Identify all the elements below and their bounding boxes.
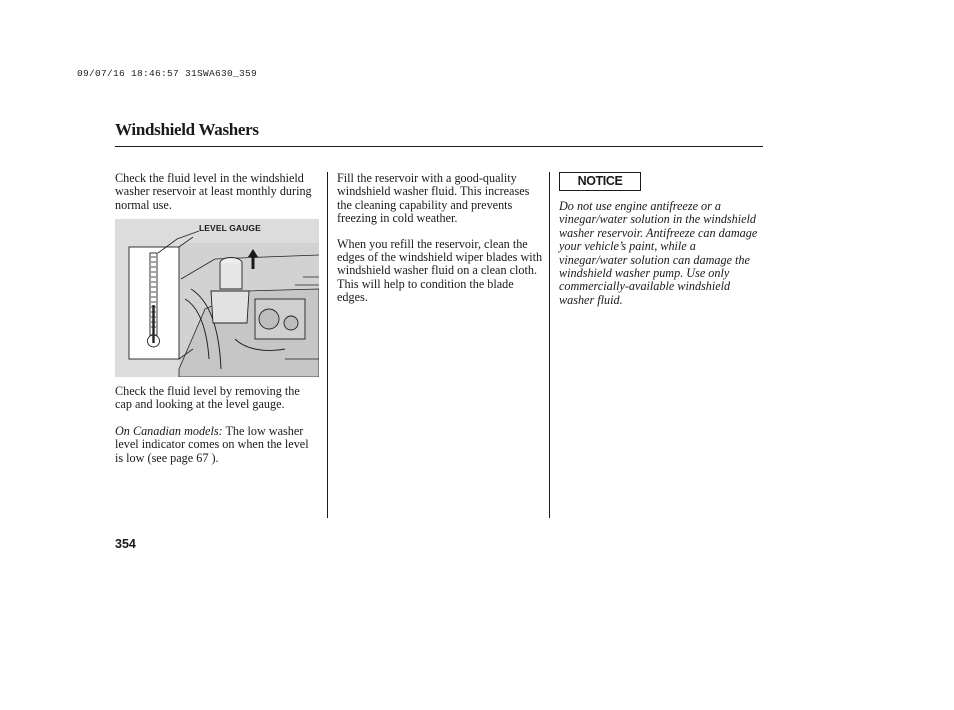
low-washer-indicator-text: The low washer level indicator comes on when the level is low (see page 67 ).	[115, 423, 309, 465]
page-number: 354	[115, 537, 136, 551]
level-gauge-figure	[115, 219, 319, 377]
level-gauge-callout: LEVEL GAUGE	[199, 223, 261, 233]
print-timestamp: 09/07/16 18:46:57 31SWA630_359	[77, 68, 258, 79]
engine-bay-illustration	[115, 219, 319, 377]
column-1-body	[115, 385, 319, 465]
paragraph-remove-cap: Check the fluid level by removing the cap and looking at the level gauge.	[115, 384, 300, 412]
column-2	[337, 172, 543, 305]
notice-label: NOTICE	[559, 172, 641, 191]
page-title: Windshield Washers	[115, 120, 259, 139]
notice-text: Do not use engine antifreeze or a vinegar/water solution in the windshield washer reservoir. Antifreeze can damage your vehicle’s paint, while a vinegar/water solution can damage the windshield washer pump. Use only commercially-available windshield washer fluid.	[559, 199, 758, 307]
paragraph-check-monthly: Check the fluid level in the windshield washer reservoir at least monthly during normal use.	[115, 171, 312, 212]
paragraph-fill-reservoir: Fill the reservoir with a good-quality windshield washer fluid. This increases the cleaning capability and prevents freezing in cold weather.	[337, 171, 530, 226]
canadian-models-lead: On Canadian models:	[115, 423, 223, 438]
title-divider	[115, 146, 763, 147]
column-divider-1	[327, 172, 328, 518]
paragraph-clean-wiper-blades: When you refill the reservoir, clean the edges of the windshield wiper blades with windshield washer fluid on a clean cloth. This will help to condition the blade edges.	[337, 236, 543, 305]
column-1-intro	[115, 172, 319, 212]
paragraph-canadian-models	[115, 425, 319, 465]
column-divider-2	[549, 172, 550, 518]
